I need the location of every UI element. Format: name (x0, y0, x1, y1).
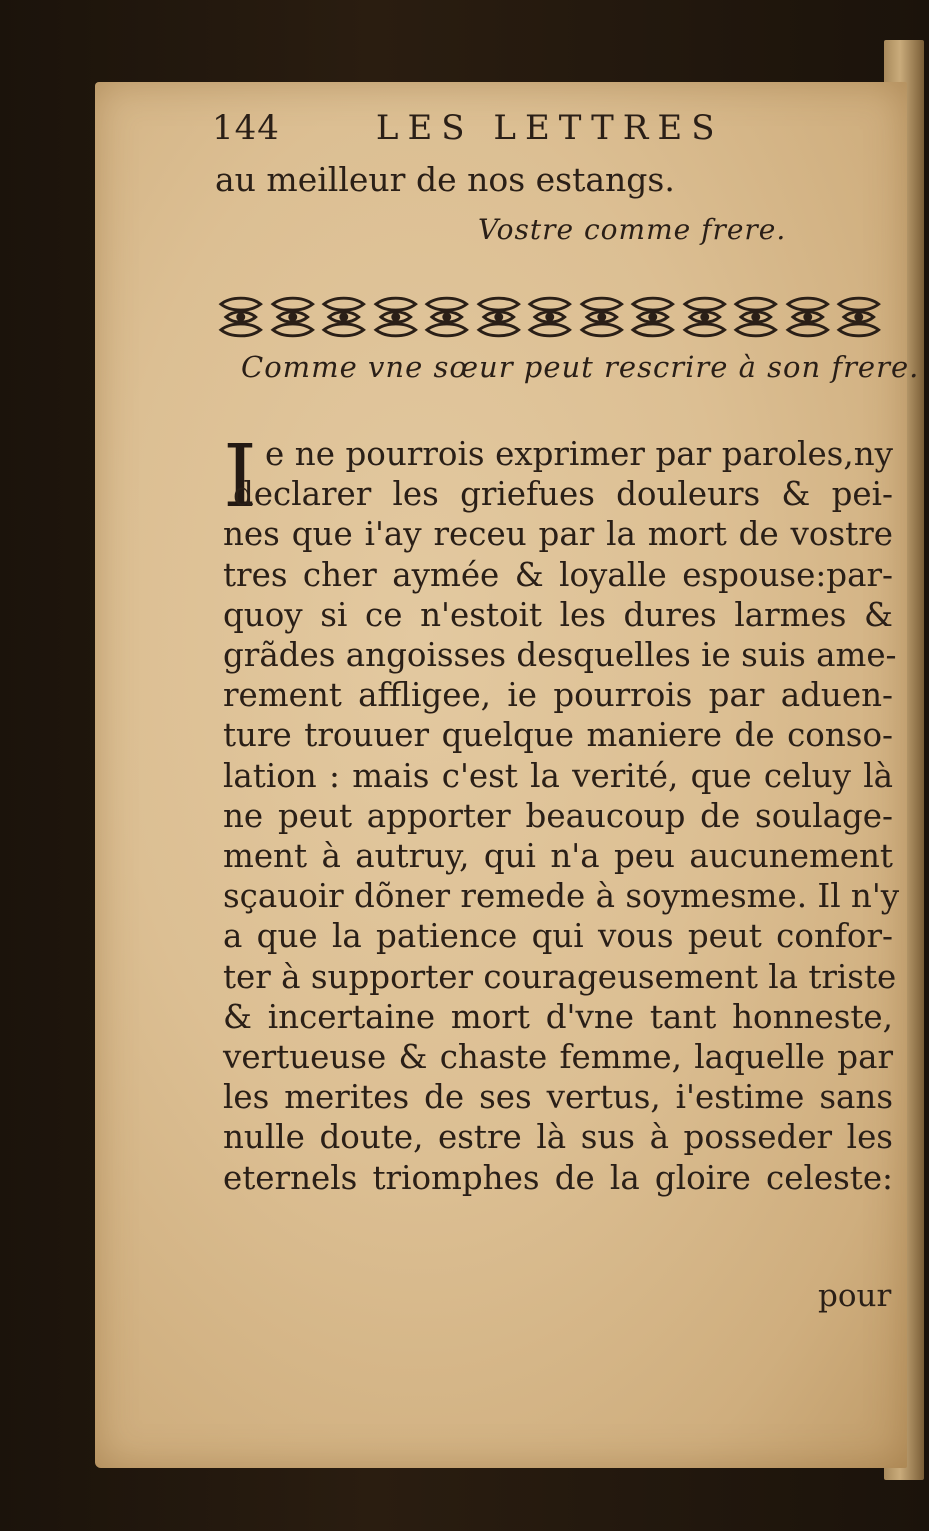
body-line: quoy si ce n'estoit les dures larmes & (223, 595, 893, 634)
ornament-unit (577, 296, 627, 338)
drop-cap: I (223, 427, 257, 527)
letter-heading: Comme vne sœur peut rescrire à son frere. (241, 350, 920, 384)
body-line: nes que i'ay receu par la mort de vostre (223, 515, 893, 554)
running-title: LES LETTRES (375, 108, 724, 148)
ornament-unit (474, 296, 524, 338)
body-line: tres cher aymée & loyalle espouse:par- (223, 555, 893, 594)
running-head (212, 108, 724, 148)
letter-closing: Vostre comme frere. (478, 213, 787, 246)
body-line: a que la patience qui vous peut confor- (223, 917, 893, 956)
body-line: grãdes angoisses desquelles ie suis ame- (223, 636, 897, 675)
ornament-unit (216, 296, 266, 338)
body-line: les merites de ses vertus, i'estime sans (223, 1078, 893, 1117)
body-line: ter à supporter courageusement la triste (223, 957, 897, 996)
ornament-unit (268, 296, 318, 338)
ornament-unit (525, 296, 575, 338)
ornament-band (216, 296, 884, 338)
body-line: rement affligee, ie pourrois par aduen- (223, 676, 893, 715)
ornament-unit (371, 296, 421, 338)
body-line: sçauoir dõner remede à soymesme. Il n'y (223, 877, 900, 916)
ornament-unit (680, 296, 730, 338)
body-line: vertueuse & chaste femme, laquelle par (223, 1038, 893, 1077)
body-line: ture trouuer quelque maniere de conso- (223, 716, 893, 755)
body-line: ment à autruy, qui n'a peu aucunement (223, 837, 893, 876)
body-line: eternels triomphes de la gloire celeste: (223, 1158, 893, 1197)
catchword: pour (818, 1278, 892, 1314)
body-line: declarer les griefues douleurs & pei- (233, 475, 893, 514)
page-number: 144 (212, 108, 280, 148)
body-line: e ne pourrois exprimer par paroles,ny (265, 435, 893, 473)
body-line: nulle doute, estre là sus à posseder les (223, 1118, 893, 1157)
previous-letter-last-line: au meilleur de nos estangs. (215, 160, 675, 199)
ornament-unit (422, 296, 472, 338)
ornament-unit (628, 296, 678, 338)
ornament-unit (319, 296, 369, 338)
body-line: lation : mais c'est la verité, que celuy là (223, 756, 893, 795)
ornament-unit (731, 296, 781, 338)
body-line: & incertaine mort d'vne tant honneste, (223, 997, 893, 1036)
body-line: ne peut apporter beaucoup de soulage- (223, 796, 893, 835)
letter-body (223, 427, 900, 1198)
ornament-unit (783, 296, 833, 338)
ornament-unit (834, 296, 884, 338)
